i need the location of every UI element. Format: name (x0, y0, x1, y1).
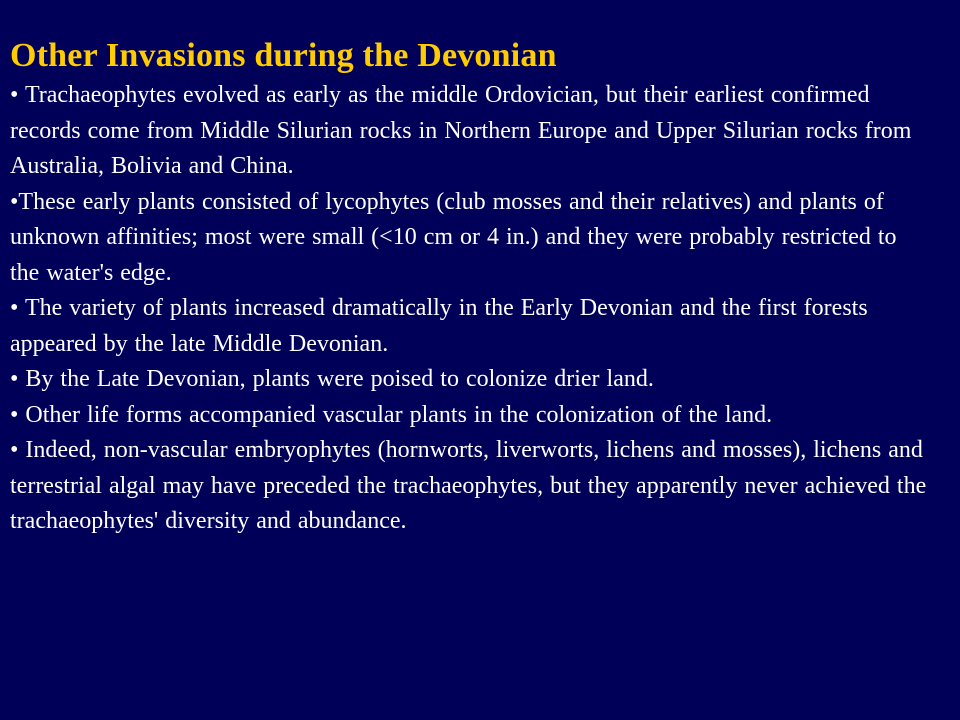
bullet-paragraph-4: • By the Late Devonian, plants were poised to colonize drier land. (10, 366, 654, 392)
bullet-paragraph-2: •These early plants consisted of lycophytes (club mosses and their relatives) and plants of unknown affinities; most were small (<10 cm or 4 in.) and they were probably restricted to the water's edge. (10, 188, 897, 286)
bullet-paragraph-1: • Trachaeophytes evolved as early as the middle Ordovician, but their earliest confirmed records come from Middle Silurian rocks in Northern Europe and Upper Silurian rocks from Australia, Bolivia and China. (10, 82, 912, 179)
bullet-paragraph-6: • Indeed, non-vascular embryophytes (hornworts, liverworts, lichens and mosses), lichens and terrestrial algal may have preceded the trachaeophytes, but they apparently never achieved the trachaeophytes' diversity and abundance. (10, 437, 927, 534)
bullet-paragraph-5: • Other life forms accompanied vascular plants in the colonization of the land. (10, 401, 773, 428)
slide-body (10, 78, 932, 540)
bullet-paragraph-3: • The variety of plants increased dramatically in the Early Devonian and the first forests appeared by the late Middle Devonian. (10, 295, 868, 357)
slide-title: Other Invasions during the Devonian (10, 37, 557, 74)
